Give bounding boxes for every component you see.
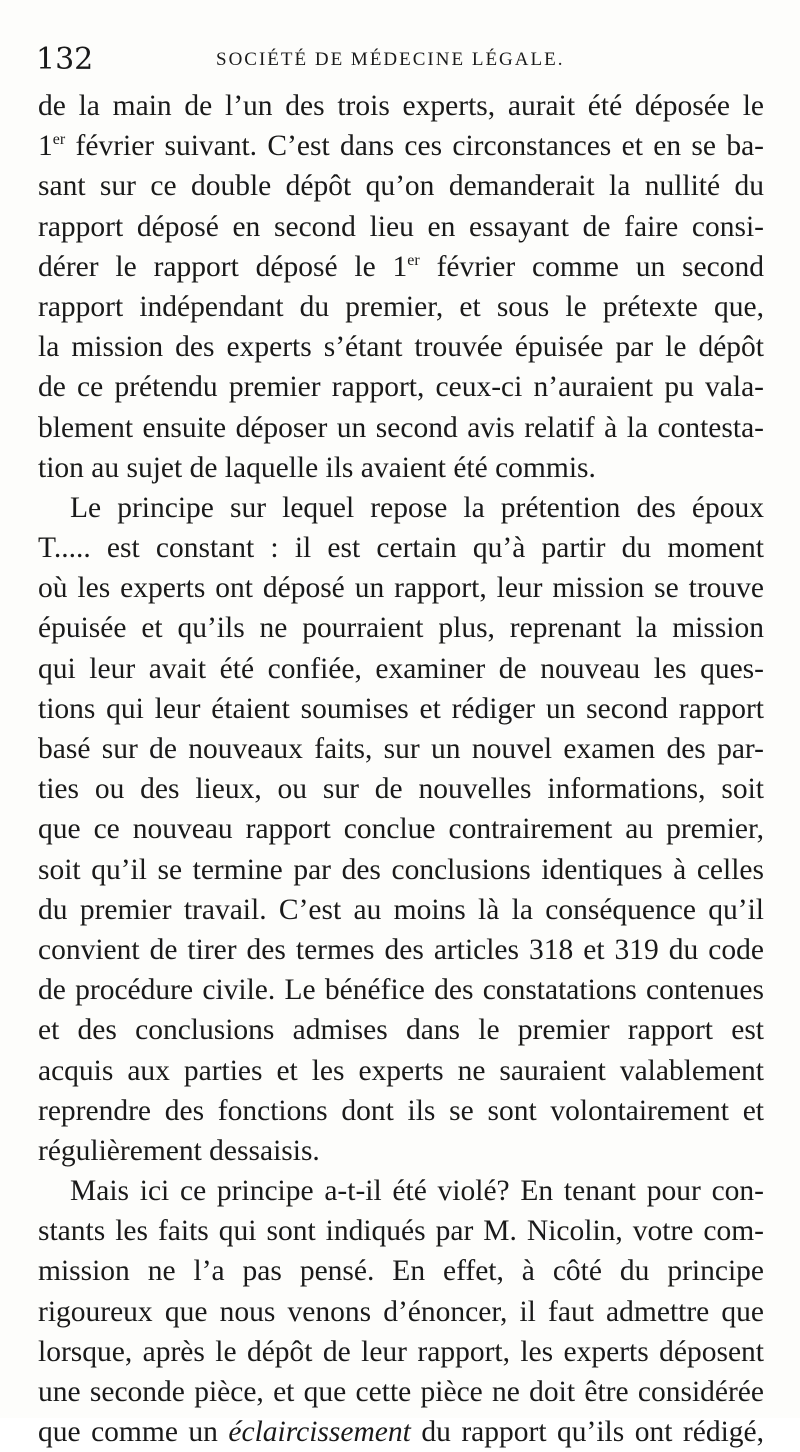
text-line: dérer le rapport déposé le 1er février comme un second — [38, 250, 764, 283]
text-line: soit qu’il se termine par des conclusions identiques à celles — [38, 853, 764, 886]
text-line: une seconde pièce, et que cette pièce ne doit être considérée — [38, 1376, 764, 1408]
text-line: du premier travail. C’est au moins là la conséquence qu’il — [38, 893, 764, 926]
text-line: de la main de l’un des trois experts, aurait été déposée le — [38, 90, 764, 122]
text-fragment: que comme un — [38, 1416, 229, 1449]
text-line: basé sur de nouveaux faits, sur un nouvel examen des par- — [38, 733, 764, 765]
text-line: mission ne l’a pas pensé. En effet, à côté du principe — [38, 1255, 764, 1288]
text-line: 1er février suivant. C’est dans ces circonstances et en se ba- — [38, 130, 764, 163]
paragraph — [38, 86, 764, 488]
text-line: convient de tirer des termes des articles 318 et 319 du code — [38, 933, 764, 966]
paragraph — [38, 1171, 764, 1452]
text-line: reprendre des fonctions dont ils se sont volontairement et — [38, 1094, 764, 1127]
text-line-final — [38, 1412, 764, 1452]
text-line: rapport indépendant du premier, et sous le prétexte que, — [38, 290, 764, 323]
text-line: T..... est constant : il est certain qu’à partir du moment — [38, 532, 764, 565]
text-line: de procédure civile. Le bénéfice des constatations contenues — [38, 974, 764, 1007]
text-line: rigoureux que nous venons d’énoncer, il faut admettre que — [38, 1295, 764, 1328]
text-line: régulièrement dessaisis. — [38, 1134, 320, 1167]
text-line: lorsque, après le dépôt de leur rapport, les experts déposent — [38, 1335, 764, 1368]
ordinal-superscript: er — [52, 131, 66, 149]
ordinal-superscript: er — [407, 251, 420, 269]
page-number: 132 — [36, 42, 94, 77]
text-line: qui leur avait été confiée, examiner de nouveau les ques- — [38, 652, 764, 685]
text-line: Mais ici ce principe a-t-il été violé? En tenant pour con- — [70, 1175, 764, 1208]
text-line: et des conclusions admises dans le premier rapport est — [38, 1014, 764, 1047]
text-line: tions qui leur étaient soumises et rédiger un second rapport — [38, 692, 764, 725]
text-line: épuisée et qu’ils ne pourraient plus, reprenant la mission — [38, 612, 764, 645]
text-line: de ce prétendu premier rapport, ceux-ci n’auraient pu vala- — [38, 371, 764, 404]
text-line: stants les faits qui sont indiqués par M. Nicolin, votre com- — [38, 1215, 764, 1248]
text-fragment: du rapport qu’ils ont rédigé, — [410, 1416, 764, 1449]
emphasized-word: éclaircissement — [228, 1416, 411, 1449]
text-line: que ce nouveau rapport conclue contrairement au premier, — [38, 813, 764, 846]
text-line: blement ensuite déposer un second avis relatif à la contesta- — [38, 411, 764, 444]
paragraph — [38, 488, 764, 1171]
text-line: ties ou des lieux, ou sur de nouvelles informations, soit — [38, 773, 764, 806]
text-line: tion au sujet de laquelle ils avaient été commis. — [38, 451, 596, 484]
body-text — [38, 86, 764, 1452]
text-line: la mission des experts s’étant trouvée épuisée par le dépôt — [38, 331, 764, 364]
text-line: Le principe sur lequel repose la prétention des époux — [70, 491, 764, 524]
running-head: SOCIÉTÉ DE MÉDECINE LÉGALE. — [216, 49, 565, 70]
page-header — [36, 38, 766, 82]
text-line: rapport déposé en second lieu en essayant de faire consi- — [38, 210, 764, 243]
text-line: acquis aux parties et les experts ne sauraient valablement — [38, 1054, 764, 1087]
text-line: où les experts ont déposé un rapport, leur mission se trouve — [38, 572, 764, 605]
text-line: sant sur ce double dépôt qu’on demanderait la nullité du — [38, 170, 764, 203]
